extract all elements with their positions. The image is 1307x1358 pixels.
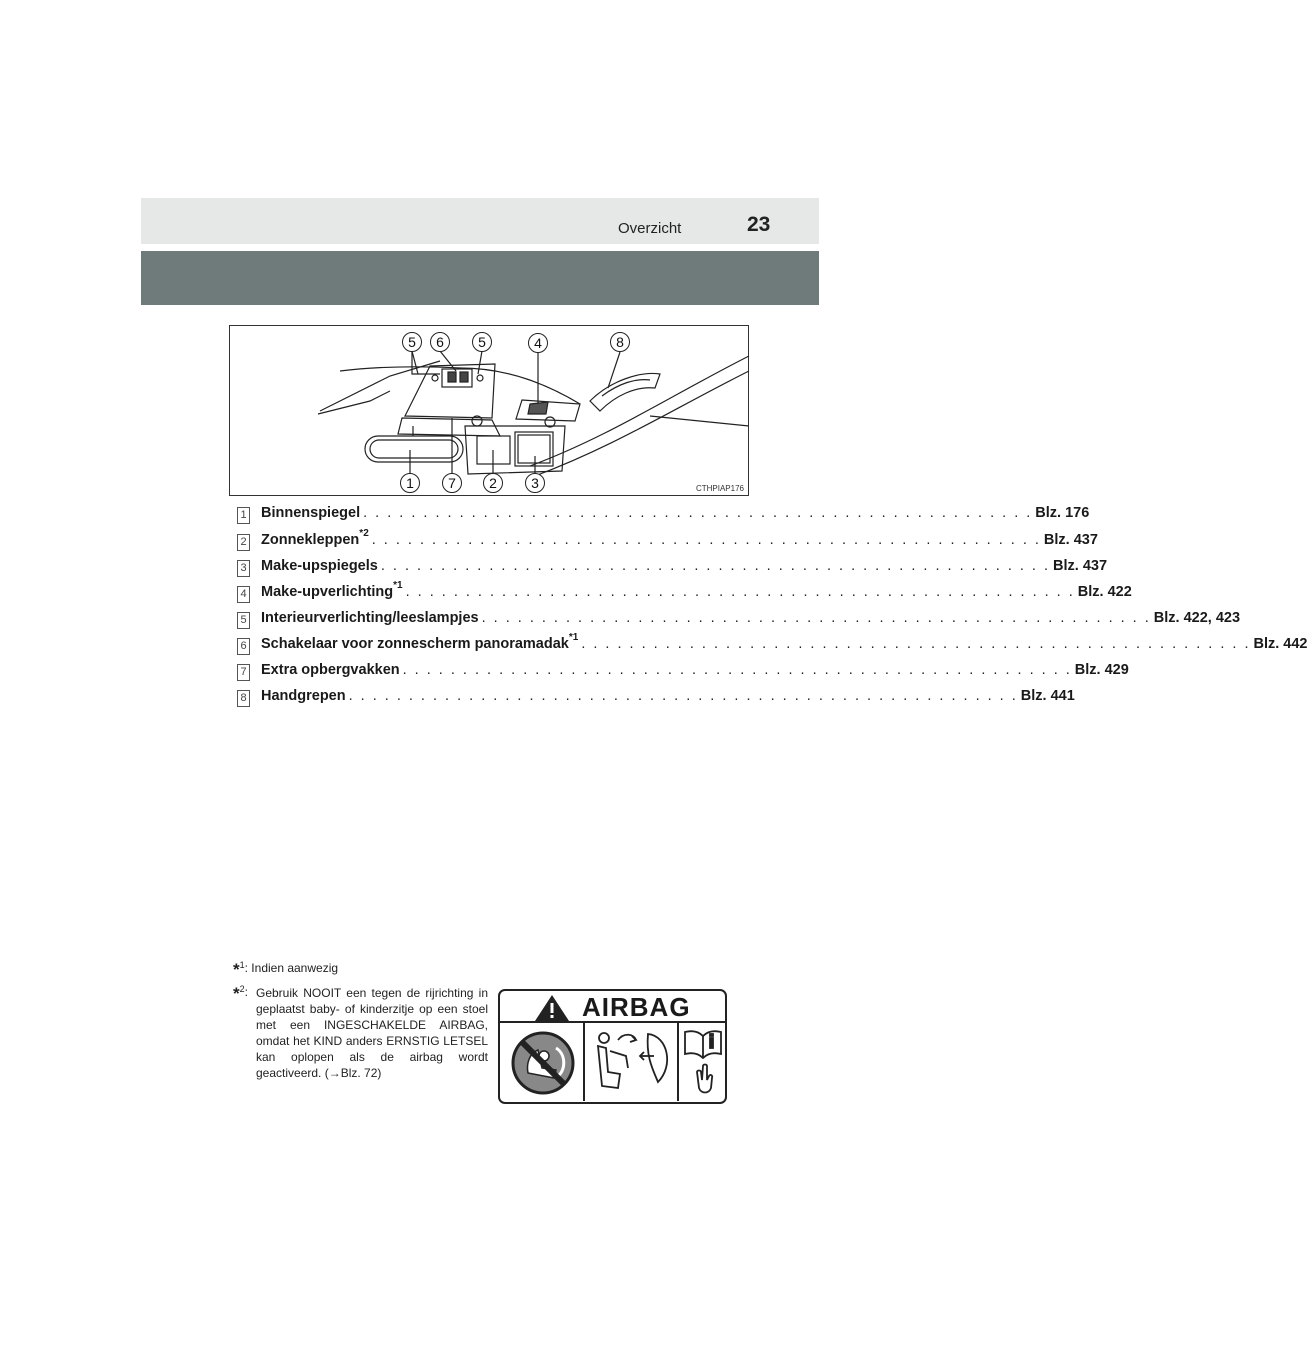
- list-item: [237, 556, 1108, 574]
- overhead-console-illustration: [229, 325, 749, 496]
- item-number: 2: [237, 534, 250, 551]
- airbag-title: AIRBAG: [582, 992, 691, 1022]
- section-band: [141, 251, 819, 305]
- item-page-ref[interactable]: Blz. 442: [1253, 635, 1307, 652]
- callout-5-left: 5: [402, 332, 422, 352]
- item-label: Handgrepen: [261, 687, 346, 704]
- item-label: Make-upverlichting$^{*1}$: [261, 580, 403, 600]
- leader-dots: . . . . . . . . . . . . . . . . . . . . . . . . . . . . . . . . . . . . . . . . . . . . . . . . . . . . . . . .: [380, 557, 1051, 574]
- callout-3: 3: [525, 473, 545, 493]
- page-number: 23: [747, 213, 771, 236]
- leader-dots: . . . . . . . . . . . . . . . . . . . . . . . . . . . . . . . . . . . . . . . . . . . . . . . . . . . . . . . .: [481, 609, 1151, 626]
- item-page-ref[interactable]: Blz. 437: [1043, 531, 1098, 548]
- item-number: 3: [237, 560, 250, 577]
- item-number: 1: [237, 507, 250, 524]
- callout-4: 4: [528, 333, 548, 353]
- airbag-warning-label: [498, 989, 727, 1104]
- item-label: Binnenspiegel: [261, 504, 361, 521]
- list-item: [237, 503, 1090, 521]
- item-number: 4: [237, 586, 250, 603]
- item-label: Zonnekleppen$^{*2}$: [261, 528, 369, 548]
- item-label: Make-upspiegels: [261, 557, 378, 574]
- item-number: 7: [237, 664, 250, 681]
- item-label: Interieurverlichting/leeslampjes: [261, 609, 479, 626]
- item-page-ref[interactable]: Blz. 441: [1020, 687, 1075, 704]
- list-item: [237, 608, 1241, 626]
- leader-dots: . . . . . . . . . . . . . . . . . . . . . . . . . . . . . . . . . . . . . . . . . . . . . . . . . . . . . . . .: [402, 661, 1072, 678]
- item-number: 5: [237, 612, 250, 629]
- callout-8: 8: [610, 332, 630, 352]
- list-item: [237, 580, 1132, 600]
- section-title: Overzicht: [618, 220, 682, 237]
- item-label: Extra opbergvakken: [261, 661, 400, 678]
- item-number: 8: [237, 690, 250, 707]
- no-rear-facing-child-seat-icon: [508, 1028, 578, 1098]
- item-label: Schakelaar voor zonnescherm panoramadak$^{*1}$: [261, 632, 579, 652]
- list-item: [237, 660, 1129, 678]
- item-page-ref[interactable]: Blz. 429: [1074, 661, 1129, 678]
- footnote-2-text: Gebruik NOOIT een tegen de rijrichting in geplaatst baby- of kinderzitje op een stoel met een INGESCHAKELDE AIRBAG, omdat het KIND anders ERNSTIG LETSEL kan oplopen als de airbag wordt geactiveerd. (→Blz. 72): [256, 986, 488, 1080]
- footnote-2: *$^2$: Gebruik NOOIT een tegen de rijrichting in geplaatst baby- of kinderzitje op een stoel met een INGESCHAKELDE AIRBAG, omdat het KIND anders ERNSTIG LETSEL kan oplopen als de airbag wordt geactiveerd. (→Blz. 72): [233, 984, 488, 1080]
- figure-code: CTHPIAP176: [695, 484, 744, 493]
- callout-5-right: 5: [472, 332, 492, 352]
- read-manual-icon: [681, 1026, 725, 1100]
- item-page-ref[interactable]: Blz. 422, 423: [1153, 609, 1241, 626]
- callout-6: 6: [430, 332, 450, 352]
- car-interior-drawing: [230, 326, 750, 497]
- callout-2: 2: [483, 473, 503, 493]
- footnote-1: *$^1$: Indien aanwezig: [233, 960, 339, 979]
- item-page-ref[interactable]: Blz. 422: [1077, 583, 1132, 600]
- leader-dots: . . . . . . . . . . . . . . . . . . . . . . . . . . . . . . . . . . . . . . . . . . . . . . . . . . . . . . . .: [363, 504, 1033, 521]
- leader-dots: . . . . . . . . . . . . . . . . . . . . . . . . . . . . . . . . . . . . . . . . . . . . . . . . . . . . . . . .: [581, 635, 1251, 652]
- item-page-ref[interactable]: Blz. 176: [1035, 504, 1090, 521]
- airbag-deployment-icon: [588, 1026, 678, 1100]
- item-page-ref[interactable]: Blz. 437: [1053, 557, 1108, 574]
- list-item: [237, 632, 1307, 652]
- item-number: 6: [237, 638, 250, 655]
- callout-1: 1: [400, 473, 420, 493]
- leader-dots: . . . . . . . . . . . . . . . . . . . . . . . . . . . . . . . . . . . . . . . . . . . . . . . . . . . . . . . .: [405, 583, 1075, 600]
- leader-dots: . . . . . . . . . . . . . . . . . . . . . . . . . . . . . . . . . . . . . . . . . . . . . . . . . . . . . . . .: [348, 687, 1018, 704]
- leader-dots: . . . . . . . . . . . . . . . . . . . . . . . . . . . . . . . . . . . . . . . . . . . . . . . . . . . . . . . .: [371, 531, 1041, 548]
- list-item: [237, 528, 1098, 548]
- callout-7: 7: [442, 473, 462, 493]
- header-bar: [141, 198, 819, 244]
- list-item: [237, 686, 1075, 704]
